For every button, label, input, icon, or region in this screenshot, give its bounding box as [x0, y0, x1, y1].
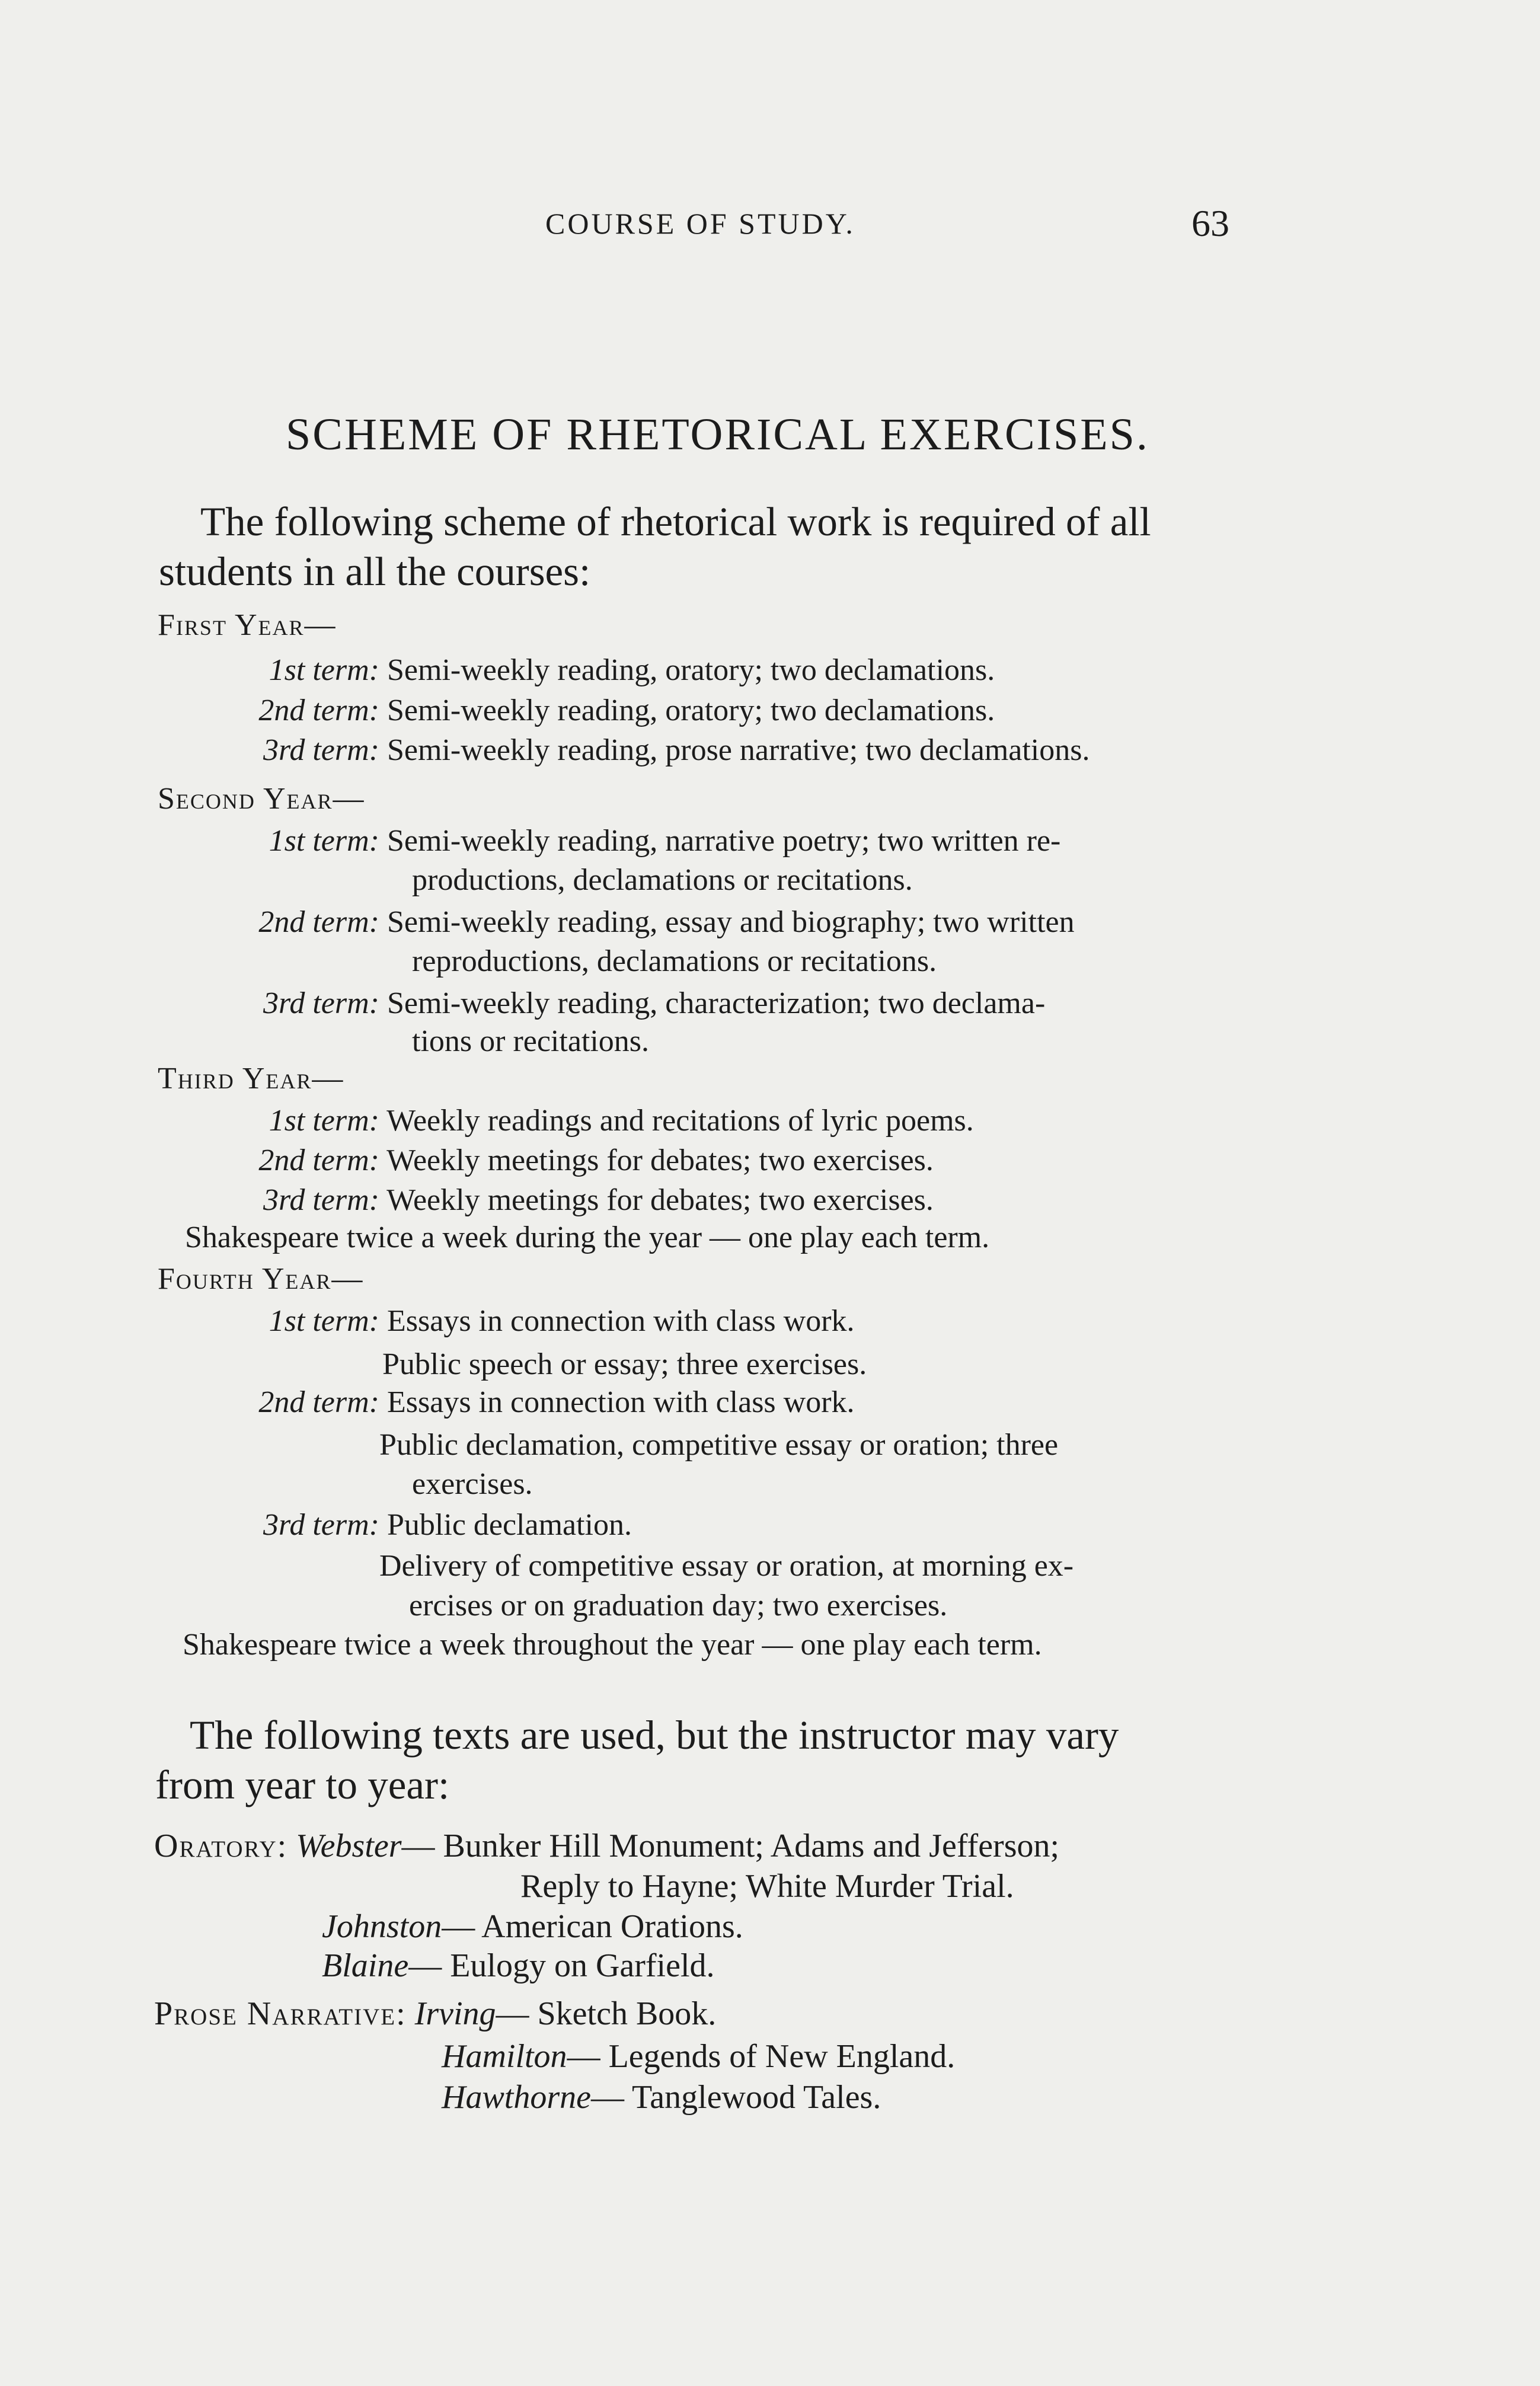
shakespeare-note: Shakespeare twice a week throughout the year — one play each term. — [183, 1628, 1042, 1662]
texts-intro-paragraph — [155, 1710, 1234, 1810]
work-text: — Sketch Book. — [496, 1995, 717, 2032]
term-label: 3rd term: — [263, 1508, 379, 1542]
term-label: 2nd term: — [258, 905, 379, 939]
term-label: 1st term: — [269, 1304, 379, 1338]
work-text: — American Orations. — [442, 1908, 743, 1945]
term-row — [219, 1141, 934, 1181]
author: Webster — [296, 1828, 402, 1864]
prose-narrative-label: Prose Narrative: — [154, 1995, 407, 2032]
prose-narrative-line — [154, 1995, 716, 2033]
running-head — [0, 202, 1540, 254]
term-label: 2nd term: — [258, 1385, 379, 1419]
term-text: Semi-weekly reading, oratory; two declamations. — [387, 694, 995, 727]
term-text: Weekly meetings for debates; two exercises. — [386, 1144, 934, 1177]
term-row — [219, 1101, 974, 1141]
term-extra: Delivery of competitive essay or oration, at morning ex- — [379, 1549, 1074, 1583]
term-label: 3rd term: — [263, 1183, 379, 1217]
term-text: Semi-weekly reading, characterization; two declama- — [387, 986, 1046, 1020]
first-year-heading: First Year— — [158, 608, 337, 642]
term-row — [219, 1382, 855, 1423]
fourth-year-heading: Fourth Year— — [158, 1262, 364, 1296]
term-continuation: tions or recitations. — [412, 1024, 650, 1058]
term-text: Weekly readings and recitations of lyric poems. — [386, 1104, 974, 1138]
prose-narrative-line — [442, 2078, 881, 2116]
term-row — [219, 650, 995, 691]
texts-intro-line: The following texts are used, but the instructor may vary — [190, 1713, 1119, 1758]
oratory-line — [322, 1908, 743, 1946]
page-title: SCHEME OF RHETORICAL EXERCISES. — [286, 410, 1149, 459]
author: Irving — [414, 1995, 496, 2032]
work-text: — Legends of New England. — [567, 2038, 956, 2075]
term-text: Semi-weekly reading, prose narrative; two declamations. — [387, 733, 1090, 767]
term-text: Public declamation. — [387, 1508, 632, 1542]
third-year-heading: Third Year— — [158, 1062, 344, 1095]
term-text: Essays in connection with class work. — [387, 1304, 855, 1338]
term-continuation: exercises. — [412, 1467, 533, 1501]
term-text: Semi-weekly reading, oratory; two declamations. — [387, 653, 995, 687]
work-text: — Eulogy on Garfield. — [408, 1947, 715, 1984]
oratory-label: Oratory: — [154, 1828, 288, 1864]
term-continuation: ercises or on graduation day; two exercises. — [409, 1589, 948, 1622]
intro-paragraph — [159, 497, 1244, 596]
second-year-heading: Second Year— — [158, 782, 365, 816]
running-title: COURSE OF STUDY. — [545, 207, 855, 240]
oratory-line — [322, 1947, 715, 1985]
term-row — [219, 902, 1075, 943]
prose-narrative-line — [442, 2037, 955, 2075]
term-row — [219, 691, 995, 731]
work-text: — Bunker Hill Monument; Adams and Jefferson; — [401, 1828, 1060, 1864]
term-continuation: reproductions, declamations or recitations. — [412, 944, 937, 978]
term-row — [219, 1180, 934, 1221]
term-label: 1st term: — [269, 824, 379, 858]
term-text: Essays in connection with class work. — [387, 1385, 855, 1419]
term-continuation: productions, declamations or recitations. — [412, 863, 913, 897]
author: Hawthorne — [442, 2079, 591, 2116]
page-number: 63 — [1191, 202, 1229, 244]
author: Blaine — [322, 1947, 409, 1984]
intro-line: students in all the courses: — [159, 549, 591, 594]
shakespeare-note: Shakespeare twice a week during the year — one play each term. — [185, 1221, 990, 1254]
texts-intro-line: from year to year: — [155, 1762, 450, 1807]
term-label: 1st term: — [269, 1104, 379, 1138]
oratory-line — [154, 1827, 1059, 1865]
term-text: Semi-weekly reading, narrative poetry; two written re- — [387, 824, 1061, 858]
term-row — [219, 1505, 632, 1545]
author: Johnston — [322, 1908, 442, 1945]
term-label: 1st term: — [269, 653, 379, 687]
oratory-continuation: Reply to Hayne; White Murder Trial. — [520, 1868, 1014, 1905]
term-label: 2nd term: — [258, 694, 379, 727]
work-text: — Tanglewood Tales. — [591, 2079, 881, 2116]
intro-line: The following scheme of rhetorical work is required of all — [200, 499, 1151, 544]
author: Hamilton — [442, 2038, 567, 2075]
term-row — [219, 730, 1090, 771]
term-label: 3rd term: — [263, 986, 379, 1020]
term-row — [219, 821, 1060, 861]
term-text: Weekly meetings for debates; two exercises. — [386, 1183, 934, 1217]
term-extra: Public speech or essay; three exercises. — [382, 1347, 867, 1381]
term-row — [219, 983, 1045, 1024]
term-extra: Public declamation, competitive essay or oration; three — [379, 1428, 1059, 1462]
term-row — [219, 1301, 855, 1341]
term-label: 3rd term: — [263, 733, 379, 767]
term-label: 2nd term: — [258, 1144, 379, 1177]
term-text: Semi-weekly reading, essay and biography; two written — [387, 905, 1075, 939]
